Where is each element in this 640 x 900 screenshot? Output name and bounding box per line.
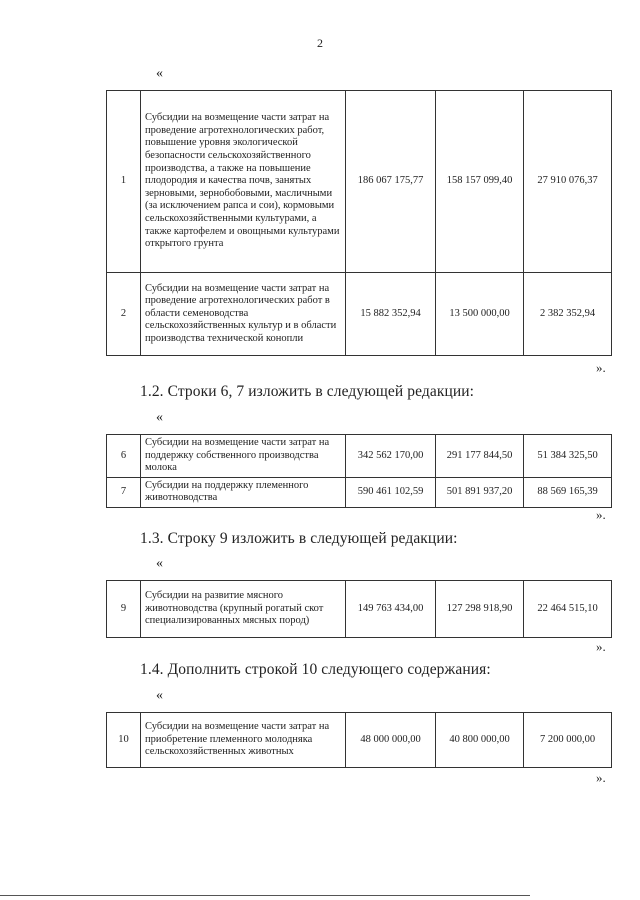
closing-quote: ». (596, 360, 606, 375)
row-value-federal: 501 891 937,20 (436, 477, 524, 507)
row-value-total: 590 461 102,59 (346, 477, 436, 507)
opening-quote: « (156, 410, 163, 425)
section-heading-1-3: 1.3. Строку 9 изложить в следующей редакции: (140, 530, 458, 547)
table-row (107, 91, 612, 273)
row-value-regional: 51 384 325,50 (524, 435, 612, 478)
row-description: Субсидии на возмещение части затрат на проведение агротехнологических работ в области семеноводства сельскохозяйственных культур и в области производства технической конопли (141, 273, 346, 356)
row-value-regional: 22 464 515,10 (524, 581, 612, 638)
row-description: Субсидии на возмещение части затрат на поддержку собственного производства молока (141, 435, 346, 478)
page-number: 2 (317, 36, 323, 50)
row-value-federal: 291 177 844,50 (436, 435, 524, 478)
row-value-total: 342 562 170,00 (346, 435, 436, 478)
page-bottom-rule (0, 895, 530, 896)
row-number: 1 (107, 91, 141, 273)
row-number: 6 (107, 435, 141, 478)
table-rows-1-2 (106, 90, 612, 356)
row-value-federal: 127 298 918,90 (436, 581, 524, 638)
table-row-10 (106, 712, 612, 768)
row-value-total: 15 882 352,94 (346, 273, 436, 356)
closing-quote: ». (596, 639, 606, 654)
row-description: Субсидии на поддержку племенного животноводства (141, 477, 346, 507)
section-heading-1-2: 1.2. Строки 6, 7 изложить в следующей редакции: (140, 383, 475, 400)
table-row (107, 581, 612, 638)
row-value-total: 48 000 000,00 (346, 713, 436, 768)
row-value-total: 149 763 434,00 (346, 581, 436, 638)
row-value-federal: 158 157 099,40 (436, 91, 524, 273)
section-heading-1-4: 1.4. Дополнить строкой 10 следующего содержания: (140, 661, 491, 678)
opening-quote: « (156, 556, 163, 571)
row-description: Субсидии на развитие мясного животноводства (крупный рогатый скот специализированных мясных пород) (141, 581, 346, 638)
row-value-regional: 27 910 076,37 (524, 91, 612, 273)
table-rows-6-7 (106, 434, 612, 508)
table-row (107, 435, 612, 478)
row-description: Субсидии на возмещение части затрат на приобретение племенного молодняка сельскохозяйственных животных (141, 713, 346, 768)
table-row (107, 713, 612, 768)
table-row-9 (106, 580, 612, 638)
opening-quote: « (156, 688, 163, 703)
row-number: 9 (107, 581, 141, 638)
row-value-regional: 88 569 165,39 (524, 477, 612, 507)
row-value-federal: 13 500 000,00 (436, 273, 524, 356)
row-description: Субсидии на возмещение части затрат на проведение агротехнологических работ, повышение уровня экологической безопасности сельскохозяйственного производства, а также на повышение плодородия и качества почв, занятых зерновыми, зернобобовыми, масличными (за исключением рапса и сои), кормовыми сельскохозяйственными культурами, а также картофелем и овощными культурами открытого грунта (141, 91, 346, 273)
table-row (107, 273, 612, 356)
table-row (107, 477, 612, 507)
row-value-regional: 2 382 352,94 (524, 273, 612, 356)
row-value-total: 186 067 175,77 (346, 91, 436, 273)
row-number: 7 (107, 477, 141, 507)
closing-quote: ». (596, 770, 606, 785)
opening-quote: « (156, 66, 163, 81)
row-value-regional: 7 200 000,00 (524, 713, 612, 768)
row-number: 10 (107, 713, 141, 768)
closing-quote: ». (596, 507, 606, 522)
row-value-federal: 40 800 000,00 (436, 713, 524, 768)
row-number: 2 (107, 273, 141, 356)
